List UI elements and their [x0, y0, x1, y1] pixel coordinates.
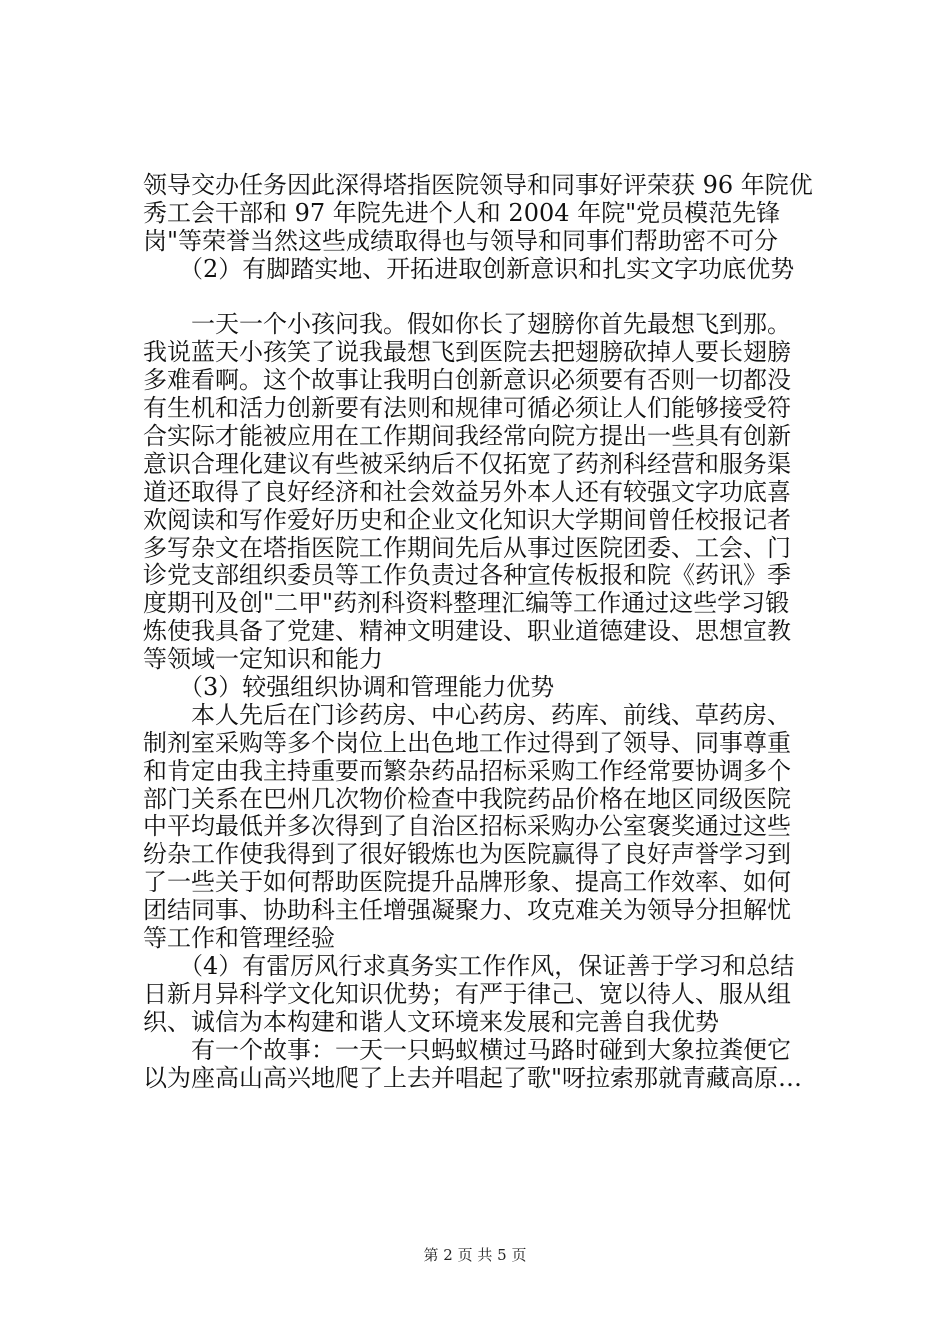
- text-line: 度期刊及创"二甲"药剂科资料整理汇编等工作通过这些学习锻: [143, 590, 790, 618]
- text-line: 本人先后在门诊药房、中心药房、药库、前线、草药房、: [143, 701, 791, 729]
- text-line: 我说蓝天小孩笑了说我最想飞到医院去把翅膀砍掉人要长翅膀: [143, 339, 791, 367]
- text-line: 织、诚信为本构建和谐人文环境来发展和完善自我优势: [143, 1008, 719, 1036]
- text-line: 多难看啊。这个故事让我明白创新意识必须要有否则一切都没: [143, 367, 791, 395]
- blank-line: [143, 284, 830, 312]
- text-line: 制剂室采购等多个岗位上出色地工作过得到了领导、同事尊重: [143, 729, 791, 757]
- text-line: 炼使我具备了党建、精神文明建设、职业道德建设、思想宣教: [143, 618, 791, 646]
- text-line: 中平均最低并多次得到了自治区招标采购办公室褒奖通过这些: [143, 813, 791, 841]
- section-heading: （2）有脚踏实地、开拓进取创新意识和扎实文字功底优势: [143, 255, 795, 283]
- page-number-footer: 第 2 页 共 5 页: [423, 1246, 527, 1264]
- text-line: 日新月异科学文化知识优势；有严于律己、宽以待人、服从组: [143, 980, 791, 1008]
- section-heading: （4）有雷厉风行求真务实工作作风，保证善于学习和总结: [143, 952, 795, 980]
- text-line: 和肯定由我主持重要而繁杂药品招标采购工作经常要协调多个: [143, 757, 791, 785]
- text-line: 一天一个小孩问我。假如你长了翅膀你首先最想飞到那。: [143, 311, 791, 339]
- text-line: 团结同事、协助科主任增强凝聚力、攻克难关为领导分担解忧: [143, 897, 791, 925]
- text-line: 有一个故事：一天一只蚂蚁横过马路时碰到大象拉粪便它: [143, 1036, 791, 1064]
- text-line: 领导交办任务因此深得塔指医院领导和同事好评荣获 96 年院优: [143, 172, 813, 199]
- text-line: 有生机和活力创新要有法则和规律可循必须让人们能够接受符: [143, 395, 791, 423]
- text-line: 纷杂工作使我得到了很好锻炼也为医院赢得了良好声誉学习到: [143, 841, 791, 869]
- text-line: 等领域一定知识和能力: [143, 646, 383, 674]
- text-line: 等工作和管理经验: [143, 925, 335, 953]
- body-text: [143, 172, 830, 1092]
- text-line: 意识合理化建议有些被采纳后不仅拓宽了药剂科经营和服务渠: [143, 450, 791, 478]
- text-line: 诊党支部组织委员等工作负责过各种宣传板报和院《药讯》季: [143, 562, 791, 590]
- text-line: 道还取得了良好经济和社会效益另外本人还有较强文字功底喜: [143, 478, 791, 506]
- text-line: 多写杂文在塔指医院工作期间先后从事过医院团委、工会、门: [143, 534, 791, 562]
- text-line: 了一些关于如何帮助医院提升品牌形象、提高工作效率、如何: [143, 869, 791, 897]
- text-line: 岗"等荣誉当然这些成绩取得也与领导和同事们帮助密不可分: [143, 227, 779, 255]
- section-heading: （3）较强组织协调和管理能力优势: [143, 674, 555, 702]
- text-line: 以为座高山高兴地爬了上去并唱起了歌"呀拉索那就青藏高原…: [143, 1064, 803, 1092]
- text-line: 部门关系在巴州几次物价检查中我院药品价格在地区同级医院: [143, 785, 791, 813]
- text-line: 秀工会干部和 97 年院先进个人和 2004 年院"党员模范先锋: [143, 199, 781, 227]
- text-line: 合实际才能被应用在工作期间我经常向院方提出一些具有创新: [143, 423, 791, 451]
- text-line: 欢阅读和写作爱好历史和企业文化知识大学期间曾任校报记者: [143, 506, 791, 534]
